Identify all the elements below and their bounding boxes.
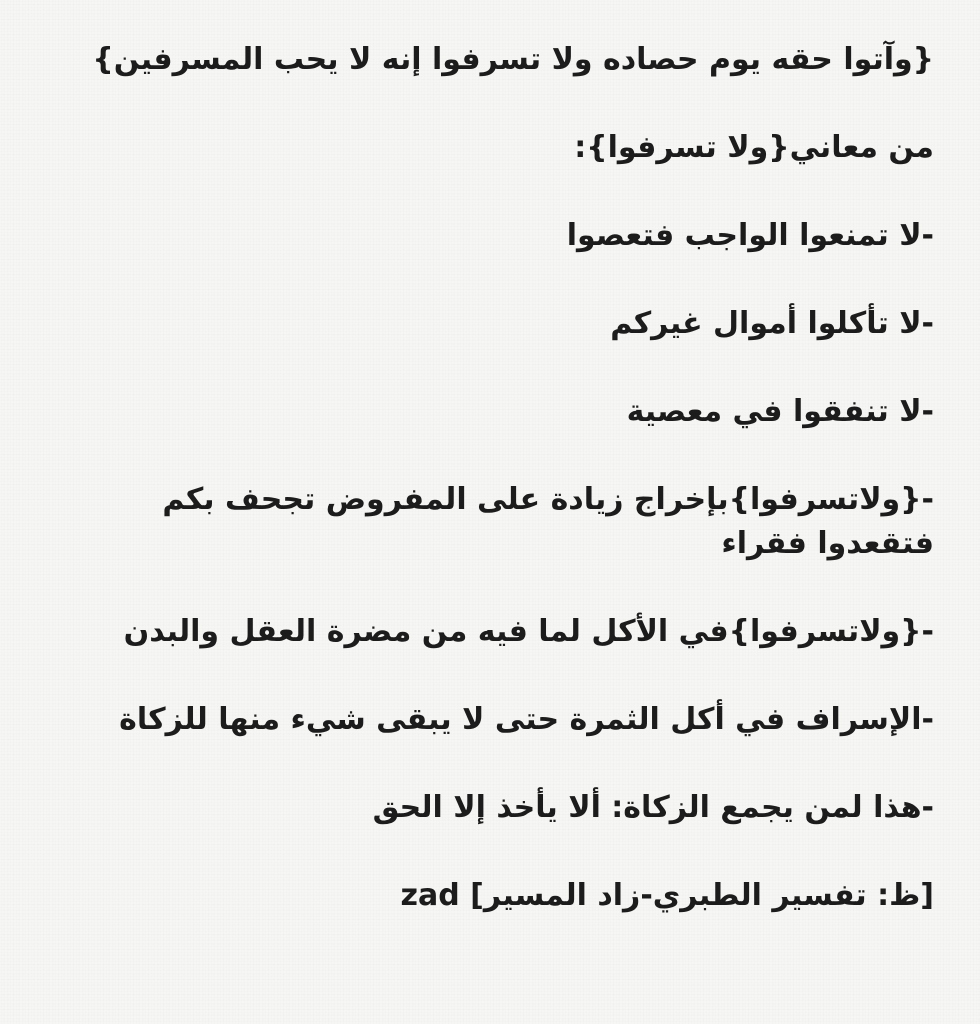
line-spacer (40, 830, 934, 874)
line-spacer (40, 82, 934, 126)
meaning-item: -لا تنفقوا في معصية (626, 394, 934, 429)
verse-line: {وآتوا حقه يوم حصاده ولا تسرفوا إنه لا يحب المسرفين} (92, 42, 934, 77)
line-spacer (40, 170, 934, 214)
source-reference: [ظ: تفسير الطبري-زاد المسير] zad (400, 878, 934, 913)
line-spacer (40, 654, 934, 698)
line-spacer (40, 258, 934, 302)
meaning-item: -{ولاتسرفوا}بإخراج زيادة على المفروض تجحف بكم فتقعدوا فقراء (162, 482, 934, 561)
meanings-heading: من معاني{ولا تسرفوا}: (574, 130, 934, 165)
line-spacer (40, 346, 934, 390)
line-spacer (40, 434, 934, 478)
meaning-item: -{ولاتسرفوا}في الأكل لما فيه من مضرة العقل والبدن (123, 614, 934, 649)
meaning-item: -هذا لمن يجمع الزكاة: ألا يأخذ إلا الحق (372, 790, 934, 825)
line-spacer (40, 566, 934, 610)
meaning-item: -الإسراف في أكل الثمرة حتى لا يبقى شيء منها للزكاة (119, 702, 934, 737)
line-spacer (40, 742, 934, 786)
meaning-item: -لا تأكلوا أموال غيركم (610, 306, 934, 341)
meaning-item: -لا تمنعوا الواجب فتعصوا (566, 218, 934, 253)
